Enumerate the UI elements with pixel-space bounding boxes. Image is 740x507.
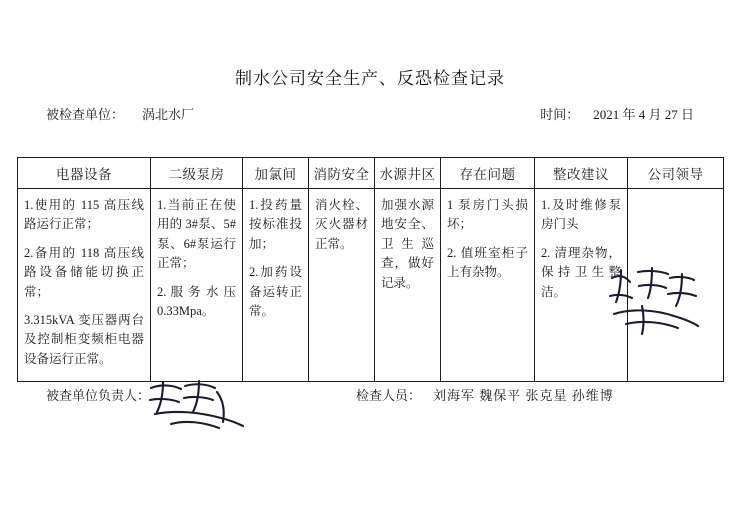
inspection-date xyxy=(540,104,694,123)
column-header-fire-safety: 消防安全 xyxy=(309,158,375,189)
cell-chlorination-content xyxy=(243,189,308,327)
cell-text: 加强水源地安全、卫生巡查，做好记录。 xyxy=(381,198,434,290)
cell-text: 1 泵房门头损坏； xyxy=(447,198,528,232)
cell-well-area-content xyxy=(375,189,440,299)
inspected-unit-label: 被检查单位： xyxy=(46,107,125,122)
cell-well-area xyxy=(375,189,441,382)
cell-text: 2. 服 务 水 压 0.33Mpa。 xyxy=(157,284,236,318)
cell-suggestions-content xyxy=(535,189,627,308)
column-header-suggestions: 整改建议 xyxy=(535,158,628,189)
cell-issues-content xyxy=(441,189,534,289)
cell-pumphouse xyxy=(151,189,243,382)
cell-text: 1.使用的 115 高压线路运行正常； xyxy=(24,198,144,232)
responsible-person xyxy=(46,385,150,404)
cell-text: 1.当前正在使用的 3#泵、5#泵、6#泵运行正常； xyxy=(157,198,236,271)
cell-issues xyxy=(441,189,535,382)
inspectors-block xyxy=(356,385,614,404)
table-header-row xyxy=(18,158,724,189)
column-header-electrical: 电器设备 xyxy=(18,158,151,189)
cell-text: 2.备用的 118 高压线路设备储能切换正常； xyxy=(24,245,144,299)
cell-electrical-content xyxy=(18,189,150,375)
page-title: 制水公司安全生产、反恐检查记录 xyxy=(235,69,505,88)
cell-pumphouse-content xyxy=(151,189,242,327)
cell-electrical xyxy=(18,189,151,382)
table-row xyxy=(18,189,724,382)
column-header-issues: 存在问题 xyxy=(441,158,535,189)
cell-suggestions xyxy=(535,189,628,382)
column-header-well-area: 水源井区 xyxy=(375,158,441,189)
cell-text: 消火栓、灭火器材正常。 xyxy=(315,198,368,251)
cell-text: 2. 清理杂物，保持卫生整洁。 xyxy=(541,245,621,299)
cell-text: 3.315kVA 变压器两台及控制柜变频柜电器设备运行正常。 xyxy=(24,312,144,366)
cell-text: 2. 值班室柜子上有杂物。 xyxy=(447,245,528,280)
column-header-pumphouse: 二级泵房 xyxy=(151,158,243,189)
inspected-unit xyxy=(46,104,194,123)
cell-company-leader-content xyxy=(628,189,723,202)
inspection-date-value: 2021 年 4 月 27 日 xyxy=(593,107,694,122)
column-header-chlorination: 加氯间 xyxy=(243,158,309,189)
cell-text: 2.加药设备运转正常。 xyxy=(249,265,302,318)
column-header-company-leader: 公司领导 xyxy=(628,158,724,189)
cell-fire-safety xyxy=(309,189,375,382)
cell-fire-safety-content xyxy=(309,189,374,260)
inspection-date-label: 时间： xyxy=(540,107,580,122)
cell-text: 1.及时维修泵房门头 xyxy=(541,198,621,232)
inspector-names: 刘海军 魏保平 张克星 孙维博 xyxy=(433,388,614,403)
responsible-person-label: 被查单位负责人： xyxy=(46,388,151,403)
footer-row xyxy=(46,385,706,409)
inspection-record-table xyxy=(17,157,724,382)
inspected-unit-value: 涡北水厂 xyxy=(142,107,195,122)
meta-row xyxy=(46,104,694,126)
cell-text: 1.投药量按标准投加； xyxy=(249,198,302,251)
cell-chlorination xyxy=(243,189,309,382)
cell-company-leader xyxy=(628,189,724,382)
inspector-label: 检查人员： xyxy=(356,388,422,403)
